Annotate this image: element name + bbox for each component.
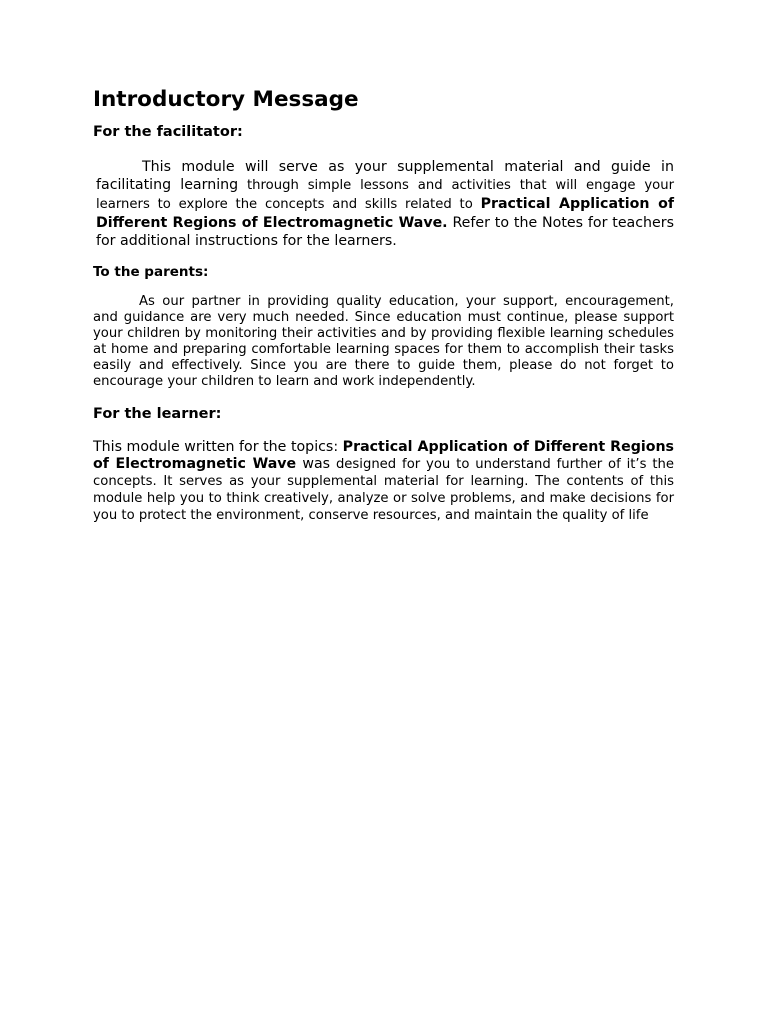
learner-text-1: This module written for the topics:: [93, 439, 343, 455]
learner-bold-topic: Practical Application of Different Regions of Electromagnetic Wave: [93, 439, 675, 472]
parents-heading: To the parents:: [93, 264, 209, 280]
parents-paragraph: [93, 294, 674, 390]
learner-heading: For the learner:: [93, 406, 222, 422]
learner-text-3: designed for you to understand further of it’s the concepts. It serves as your supplemental material for learning. The contents of this module help you to think creatively, analyze or solve problems, and make decisions for you to protect the environment, conserve resources, and maintain the quality of life: [93, 457, 674, 523]
document-page: [93, 86, 674, 524]
facilitator-text-2: through simple lessons and activities that will engage your learners to explore the concepts and skills related to: [96, 178, 674, 212]
learner-paragraph: [93, 439, 674, 524]
facilitator-text-3: Refer to the Notes for teachers for additional instructions for the learners.: [96, 215, 674, 249]
facilitator-heading: For the facilitator:: [93, 124, 243, 140]
facilitator-paragraph: [93, 158, 674, 250]
facilitator-bold-topic: Practical Application of Different Regions of Electromagnetic Wave.: [96, 196, 674, 231]
parents-text: As our partner in providing quality education, your support, encouragement, and guidance are very much needed. Since education must continue, please support your children by monitoring their activities and by providing flexible learning schedules at home and preparing comfortable learning spaces for them to accomplish their tasks easily and effectively. Since you are there to guide them, please do not forget to encourage your children to learn and work independently.: [93, 294, 674, 389]
page-title: Introductory Message: [93, 87, 359, 112]
learner-text-2: was: [296, 456, 331, 472]
facilitator-text-1: This module will serve as your supplemental material and guide in facilitating learning: [96, 159, 674, 193]
